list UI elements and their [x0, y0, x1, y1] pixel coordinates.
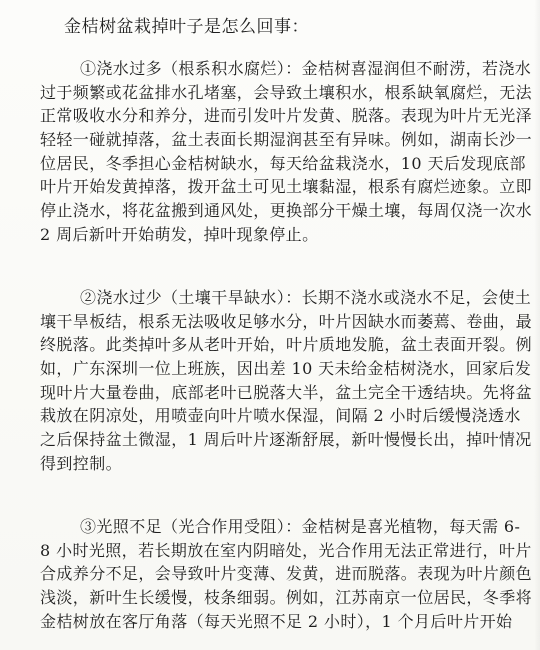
paragraph-line: 合成养分不足，会导致叶片变薄、发黄，进而脱落。表现为叶片颜色: [40, 564, 533, 584]
paragraph-line: 栽放在阴凉处，用喷壶向叶片喷水保湿，间隔 2 小时后缓慢浇透水: [40, 406, 521, 426]
paragraph-line: 叶片开始发黄掉落，拨开盆土可见土壤黏湿，根系有腐烂迹象。立即: [40, 177, 533, 197]
paragraph-line: 壤干旱板结，根系无法吸收足够水分，叶片因缺水而萎蔫、卷曲，最: [40, 311, 533, 331]
paragraph-line: 之后保持盆土微湿，1 周后叶片逐渐舒展，新叶慢慢长出，掉叶情况: [40, 430, 532, 450]
paragraph-line: 过于频繁或花盆排水孔堵塞，会导致土壤积水，根系缺氧腐烂，无法: [40, 82, 533, 102]
paragraph-line: 正常吸收水分和养分，进而引发叶片发黄、脱落。表现为叶片无光泽: [40, 106, 533, 126]
paragraph-underwatering: [40, 286, 540, 476]
paragraph-line: 金桔树放在客厅角落（每天光照不足 2 小时），1 个月后叶片开始: [40, 611, 513, 631]
paragraph-line: 轻轻一碰就掉落，盆土表面长期湿润甚至有异味。例如，湖南长沙一: [40, 130, 533, 150]
paragraph-overwatering: [40, 57, 540, 247]
paragraph-line: 停止浇水，将花盆搬到通风处，更换部分干燥土壤，每周仅浇一次水: [40, 201, 533, 221]
paragraph-line: ①浇水过多（根系积水腐烂）：金桔树喜湿润但不耐涝，若浇水: [80, 59, 532, 78]
paragraph-line: ②浇水过少（土壤干旱缺水）：长期不浇水或浇水不足，会使土: [80, 288, 532, 307]
paragraph-line: 浅淡，新叶生长缓慢，枝条细弱。例如，江苏南京一位居民，冬季将: [40, 588, 533, 608]
paragraph-line: ③光照不足（光合作用受阻）：金桔树是喜光植物，每天需 6-: [80, 517, 521, 536]
paragraph-line: 2 周后新叶开始萌发，掉叶现象停止。: [40, 224, 319, 244]
paragraph-line: 位居民，冬季担心金桔树缺水，每天给盆栽浇水，10 天后发现底部: [40, 153, 526, 173]
paragraph-line: 8 小时光照，若长期放在室内阴暗处，光合作用无法正常进行，叶片: [40, 540, 532, 560]
paragraph-line: 如，广东深圳一位上班族，因出差 10 天未给金桔树浇水，回家后发: [40, 359, 532, 379]
paragraph-line: 得到控制。: [40, 453, 123, 473]
document-title: 金桔树盆栽掉叶子是怎么回事：: [64, 17, 309, 37]
paragraph-insufficient-light: [40, 515, 540, 633]
paragraph-line: 终脱落。此类掉叶多从老叶开始，叶片质地发脆，盆土表面开裂。例: [40, 335, 533, 355]
paragraph-line: 现叶片大量卷曲，底部老叶已脱落大半，盆土完全干透结块。先将盆: [40, 382, 533, 402]
page-edge-shadow: [534, 0, 540, 650]
